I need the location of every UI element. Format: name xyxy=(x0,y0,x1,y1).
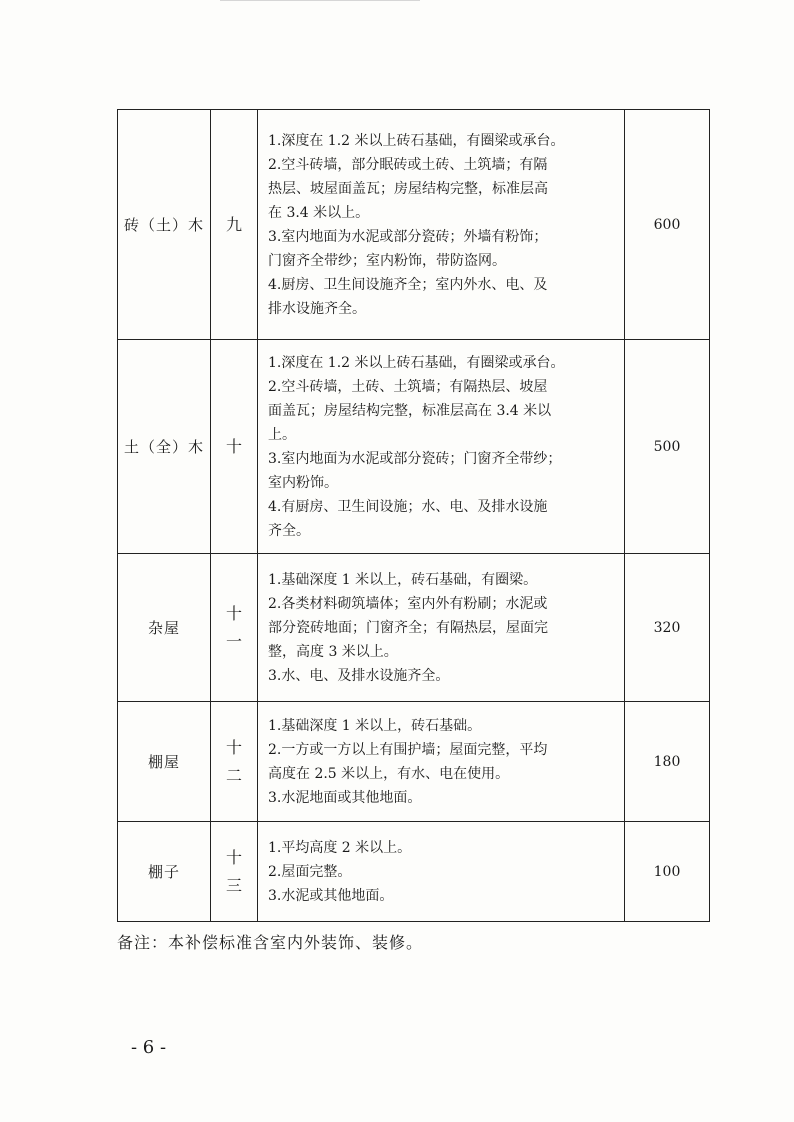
structure-description-cell xyxy=(258,110,625,340)
description-line: 4.厨房、卫生间设施齐全；室内外水、电、及 xyxy=(268,276,548,293)
building-type-cell: 土（全）木 xyxy=(118,340,211,554)
structure-description-cell xyxy=(258,340,625,554)
description-line: 1.平均高度 2 米以上。 xyxy=(268,839,412,856)
description-line: 2.各类材料砌筑墙体；室内外有粉刷；水泥或 xyxy=(268,595,548,612)
grade-cell xyxy=(211,822,258,922)
structure-description-cell xyxy=(258,554,625,702)
description-line: 排水设施齐全。 xyxy=(268,300,366,317)
description-line: 部分瓷砖地面；门窗齐全；有隔热层，屋面完 xyxy=(268,619,548,636)
description-line: 2.屋面完整。 xyxy=(268,863,352,880)
description-line: 3.水泥或其他地面。 xyxy=(268,887,394,904)
description-line: 2.空斗砖墙，部分眠砖或土砖、土筑墙；有隔 xyxy=(268,156,548,173)
grade-char: 二 xyxy=(225,765,242,785)
description-line: 齐全。 xyxy=(268,522,310,539)
price-cell: 100 xyxy=(625,822,710,922)
description-line: 3.水、电、及排水设施齐全。 xyxy=(268,667,450,684)
building-type-cell: 杂屋 xyxy=(118,554,211,702)
price-cell: 600 xyxy=(625,110,710,340)
description-line: 1.基础深度 1 米以上，砖石基础，有圈梁。 xyxy=(268,571,538,588)
structure-description-cell xyxy=(258,822,625,922)
price-cell: 180 xyxy=(625,702,710,822)
grade-cell xyxy=(211,554,258,702)
grade-cell xyxy=(211,340,258,554)
grade-char: 一 xyxy=(225,631,242,651)
price-cell: 320 xyxy=(625,554,710,702)
description-line: 高度在 2.5 米以上，有水、电在使用。 xyxy=(268,765,510,782)
description-line: 3.水泥地面或其他地面。 xyxy=(268,789,422,806)
table-row xyxy=(118,702,710,822)
table-row xyxy=(118,554,710,702)
table-row xyxy=(118,340,710,554)
description-line: 1.基础深度 1 米以上，砖石基础。 xyxy=(268,717,482,734)
description-line: 3.室内地面为水泥或部分瓷砖；外墙有粉饰； xyxy=(268,228,548,245)
page-number: - 6 - xyxy=(131,1037,167,1058)
grade-char: 十 xyxy=(225,737,242,757)
description-line: 2.空斗砖墙，土砖、土筑墙；有隔热层、坡屋 xyxy=(268,378,548,395)
grade-char: 十 xyxy=(225,436,242,456)
description-line: 门窗齐全带纱；室内粉饰，带防盗网。 xyxy=(268,252,506,269)
description-line: 3.室内地面为水泥或部分瓷砖；门窗齐全带纱； xyxy=(268,450,562,467)
description-line: 在 3.4 米以上。 xyxy=(268,204,370,221)
footnote: 备注：本补偿标准含室内外装饰、装修。 xyxy=(117,933,424,952)
table-row xyxy=(118,110,710,340)
grade-cell xyxy=(211,110,258,340)
grade-cell xyxy=(211,702,258,822)
description-line: 室内粉饰。 xyxy=(268,474,338,491)
grade-char: 九 xyxy=(225,214,242,234)
grade-char: 十 xyxy=(225,847,242,867)
description-line: 面盖瓦；房屋结构完整，标准层高在 3.4 米以 xyxy=(268,402,552,419)
compensation-standard-table xyxy=(117,109,710,922)
table-row xyxy=(118,822,710,922)
price-cell: 500 xyxy=(625,340,710,554)
description-line: 热层、坡屋面盖瓦；房屋结构完整，标准层高 xyxy=(268,180,548,197)
description-line: 1.深度在 1.2 米以上砖石基础，有圈梁或承台。 xyxy=(268,132,565,149)
building-type-cell: 砖（土）木 xyxy=(118,110,211,340)
top-rule xyxy=(220,0,420,1)
grade-char: 十 xyxy=(225,603,242,623)
building-type-cell: 棚子 xyxy=(118,822,211,922)
description-line: 整，高度 3 米以上。 xyxy=(268,643,398,660)
description-line: 上。 xyxy=(268,426,296,443)
description-line: 4.有厨房、卫生间设施；水、电、及排水设施 xyxy=(268,498,548,515)
building-type-cell: 棚屋 xyxy=(118,702,211,822)
description-line: 1.深度在 1.2 米以上砖石基础，有圈梁或承台。 xyxy=(268,354,565,371)
description-line: 2.一方或一方以上有围护墙；屋面完整，平均 xyxy=(268,741,548,758)
structure-description-cell xyxy=(258,702,625,822)
grade-char: 三 xyxy=(225,875,242,895)
